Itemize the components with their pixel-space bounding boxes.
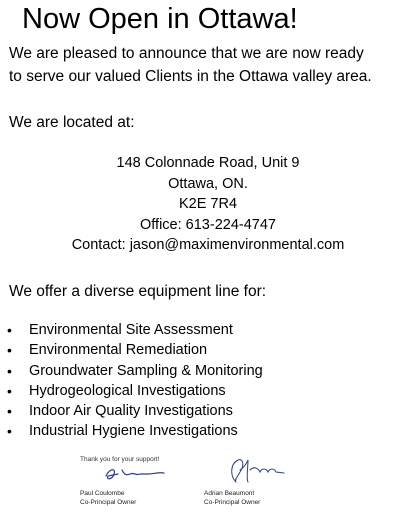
signature-adrian-beaumont-icon <box>222 456 288 488</box>
address-block <box>0 153 411 256</box>
list-item <box>0 361 263 381</box>
list-item-label: Environmental Site Assessment <box>29 322 233 338</box>
page-title: Now Open in Ottawa! <box>22 3 298 35</box>
list-item <box>0 320 263 340</box>
location-label: We are located at: <box>9 114 135 131</box>
list-item <box>0 381 263 401</box>
signature-block <box>74 452 290 512</box>
services-list <box>0 320 263 442</box>
bullet-icon: • <box>7 362 12 379</box>
signatory-1-name: Paul Coulombe <box>80 490 125 497</box>
address-city: Ottawa, ON. <box>168 175 248 192</box>
address-contact-email: Contact: jason@maximenvironmental.com <box>71 237 345 253</box>
thank-you-note: Thank you for your support! <box>80 456 160 463</box>
bullet-icon: • <box>7 403 12 420</box>
signatory-1 <box>80 489 136 507</box>
bullet-icon: • <box>7 423 12 440</box>
list-item <box>0 421 263 441</box>
signatory-2-name: Adrian Beaumont <box>204 490 255 497</box>
intro-paragraph <box>9 42 409 88</box>
intro-line-1: We are pleased to announce that we are now ready <box>9 45 364 62</box>
list-item-label: Groundwater Sampling & Monitoring <box>29 362 263 379</box>
signatory-2 <box>204 489 260 507</box>
signatory-2-role: Co-Principal Owner <box>204 499 261 506</box>
intro-line-2: to serve our valued Clients in the Ottawa valley area. <box>9 68 372 85</box>
signatory-1-role: Co-Principal Owner <box>80 499 137 506</box>
signature-paul-coulombe-icon <box>100 464 170 484</box>
list-item-label: Industrial Hygiene Investigations <box>29 423 238 440</box>
list-item <box>0 340 263 360</box>
address-street: 148 Colonnade Road, Unit 9 <box>116 155 300 171</box>
bullet-icon: • <box>7 342 12 359</box>
list-item-label: Indoor Air Quality Investigations <box>29 403 233 420</box>
list-item-label: Environmental Remediation <box>29 342 208 359</box>
address-office-phone: Office: 613-224-4747 <box>140 216 276 233</box>
offer-label: We offer a diverse equipment line for: <box>9 283 267 300</box>
bullet-icon: • <box>7 322 12 338</box>
list-item <box>0 401 263 421</box>
address-postal-code: K2E 7R4 <box>178 196 238 212</box>
bullet-icon: • <box>7 382 12 399</box>
list-item-label: Hydrogeological Investigations <box>29 382 226 399</box>
